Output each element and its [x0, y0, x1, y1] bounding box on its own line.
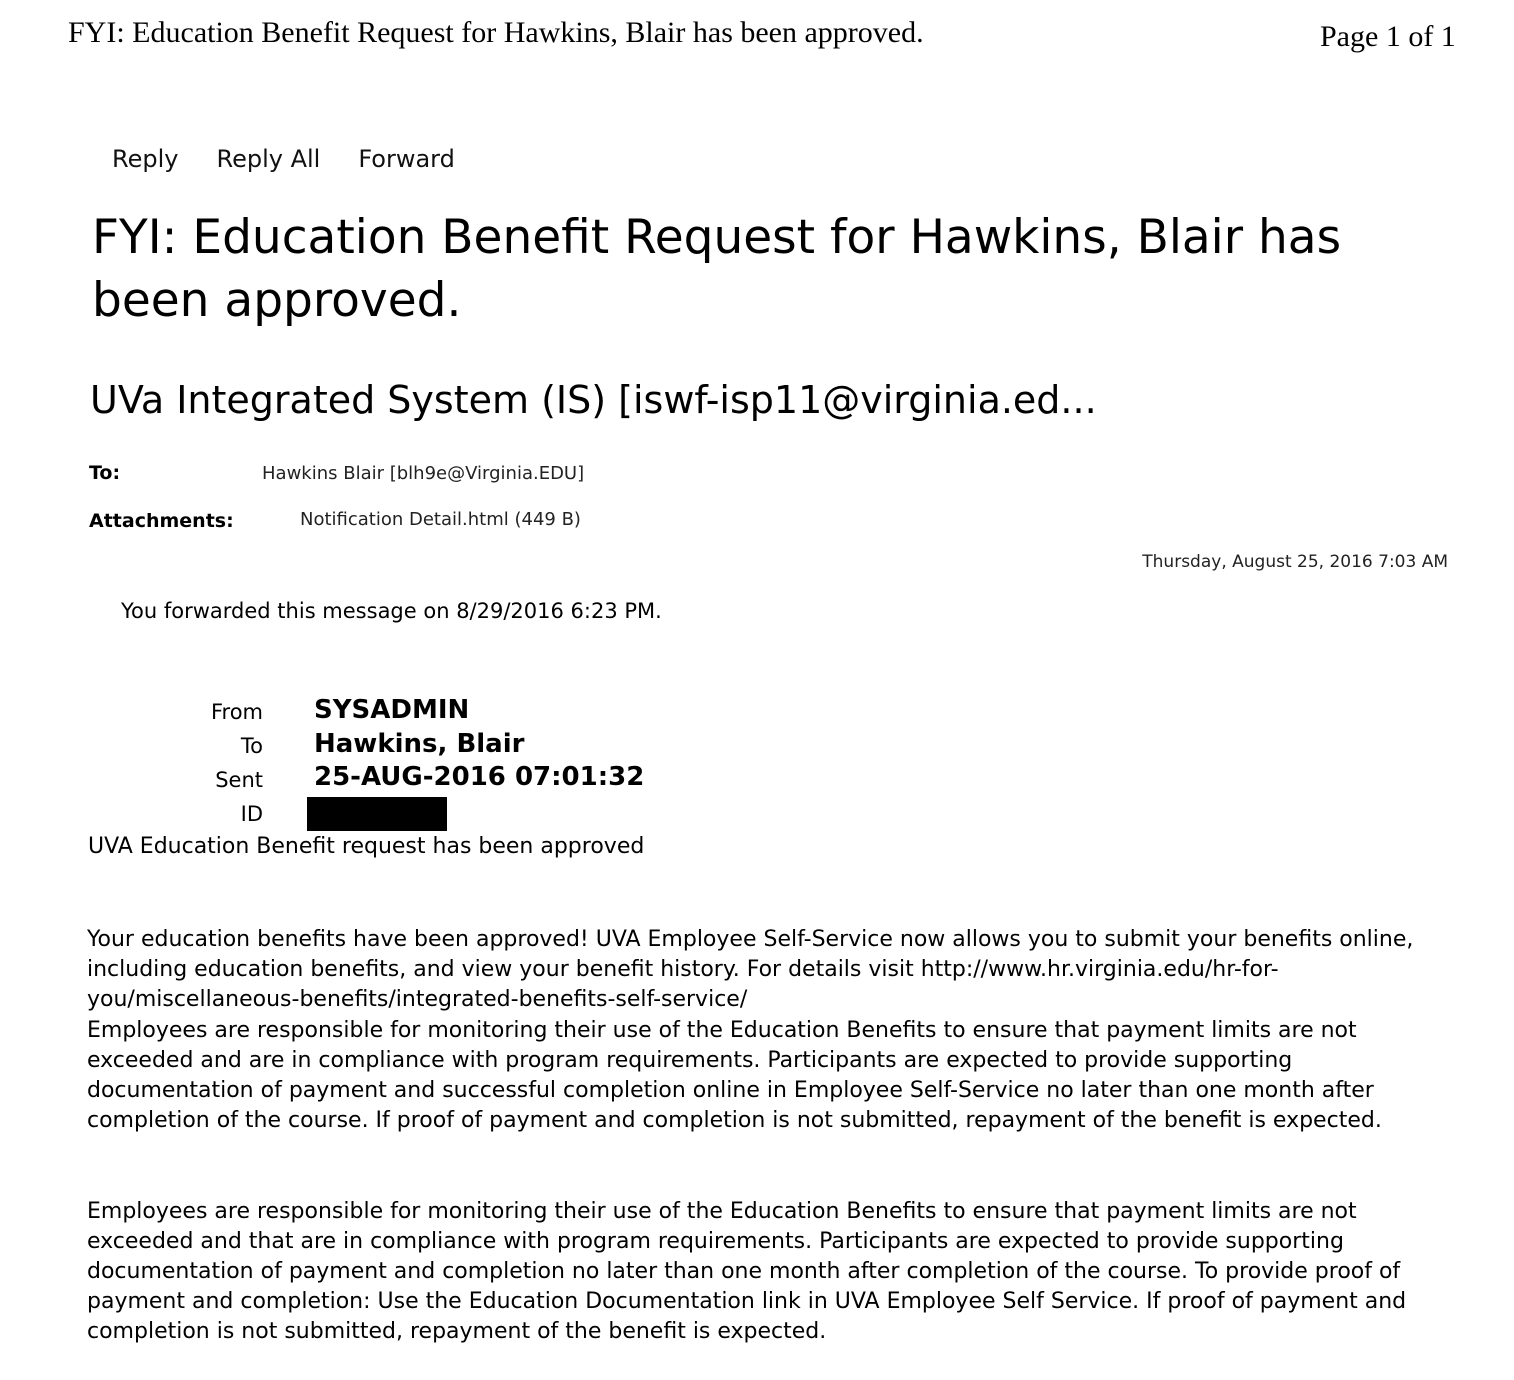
reply-button[interactable]: Reply	[112, 145, 179, 173]
notif-sent-value: 25-AUG-2016 07:01:32	[314, 762, 645, 792]
print-page-number: Page 1 of 1	[1320, 20, 1456, 53]
notif-to-value: Hawkins, Blair	[314, 729, 525, 759]
attachment-link[interactable]: Notification Detail.html (449 B)	[300, 509, 581, 530]
body-paragraph-responsibilities: Employees are responsible for monitoring their use of the Education Benefits to ensure that payment limits are not exceeded and are in compliance with program requirements. Participants are expected to provide supporting documentation of payment and successful completion online in Employee Self-Service no later than one month after completion of the course. If proof of payment and completion is not submitted, repayment of the benefit is expected.	[87, 1018, 1382, 1133]
print-header-title: FYI: Education Benefit Request for Hawkins, Blair has been approved.	[68, 16, 924, 49]
notif-from-value: SYSADMIN	[314, 695, 470, 725]
reply-all-button[interactable]: Reply All	[216, 145, 321, 173]
attachments-label: Attachments:	[89, 510, 234, 532]
notif-from-label: From	[210, 700, 263, 724]
message-date: Thursday, August 25, 2016 7:03 AM	[1142, 552, 1448, 572]
notif-sent-label: Sent	[215, 768, 263, 792]
to-label: To:	[89, 462, 121, 484]
message-sender[interactable]: UVa Integrated System (IS) [iswf-isp11@virginia.ed...	[90, 378, 1097, 422]
notification-summary: UVA Education Benefit request has been approved	[88, 834, 645, 859]
notif-to-label: To	[240, 734, 263, 758]
message-actions	[112, 145, 455, 173]
message-subject: FYI: Education Benefit Request for Hawkins, Blair has been approved.	[92, 210, 1342, 328]
notif-id-label: ID	[240, 802, 263, 826]
forwarded-note: You forwarded this message on 8/29/2016 6:23 PM.	[121, 599, 662, 623]
body-paragraph-documentation: Employees are responsible for monitoring their use of the Education Benefits to ensure that payment limits are not exceeded and that are in compliance with program requirements. Participants are expected to provide supporting documentation of payment and completion no later than one month after completion of the course. To provide proof of payment and completion: Use the Education Documentation link in UVA Employee Self Service. If proof of payment and completion is not submitted, repayment of the benefit is expected.	[87, 1199, 1407, 1344]
to-recipient[interactable]: Hawkins Blair [blh9e@Virginia.EDU]	[262, 463, 585, 484]
body-paragraph-approved: Your education benefits have been approved! UVA Employee Self-Service now allows you to submit your benefits online, including education benefits, and view your benefit history. For details visit http://www.hr.virginia.edu/hr-for-you/miscellaneous-benefits/integrated-benefits-self-service/	[87, 927, 1414, 1012]
forward-button[interactable]: Forward	[358, 145, 455, 173]
redacted-id-block	[307, 797, 447, 831]
